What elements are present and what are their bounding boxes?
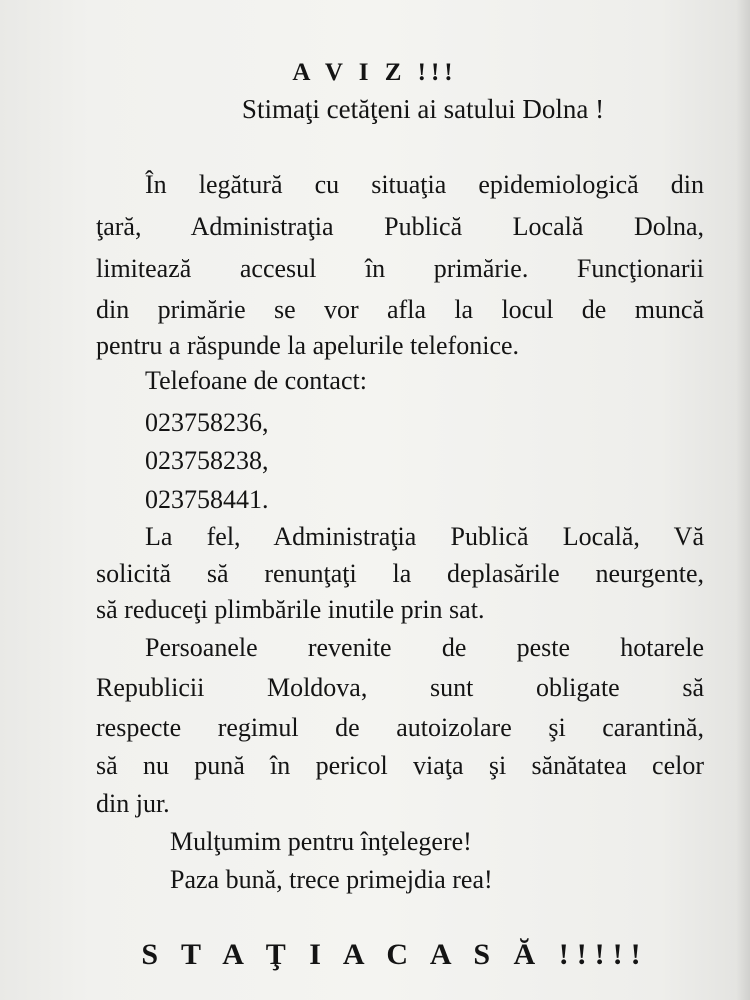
paragraph1-line: ţară, Administraţia Publică Locală Dolna, bbox=[96, 212, 704, 241]
closing-line: Mulţumim pentru înţelegere! bbox=[170, 827, 472, 856]
paragraph1-line: din primărie se vor afla la locul de muncă bbox=[96, 295, 704, 324]
paragraph3-line: Republicii Moldova, sunt obligate să bbox=[96, 673, 704, 702]
paragraph1-line: În legătură cu situaţia epidemiologică din bbox=[145, 170, 704, 199]
paragraph1-line: pentru a răspunde la apelurile telefonice. bbox=[96, 331, 520, 360]
paragraph2-line: La fel, Administraţia Publică Locală, Vă bbox=[145, 522, 704, 551]
closing-line: Paza bună, trece primejdia rea! bbox=[170, 865, 493, 894]
paragraph1-line: limitează accesul în primărie. Funcţionarii bbox=[96, 254, 704, 283]
paper-edge-shadow bbox=[736, 0, 750, 1000]
paragraph3-line: respecte regimul de autoizolare şi carantină, bbox=[96, 713, 704, 742]
paragraph3-line: să nu pună în pericol viaţa şi sănătatea celor bbox=[96, 751, 704, 780]
paragraph3-line: Persoanele revenite de peste hotarele bbox=[145, 633, 704, 662]
contacts-label: Telefoane de contact: bbox=[145, 366, 367, 395]
phone-number: 023758441. bbox=[145, 485, 269, 514]
paragraph2-line: să reduceţi plimbările inutile prin sat. bbox=[96, 595, 485, 624]
phone-number: 023758238, bbox=[145, 446, 269, 475]
paragraph2-line: solicită să renunţaţi la deplasările neurgente, bbox=[96, 559, 704, 588]
notice-title: A V I Z !!! bbox=[292, 59, 458, 86]
paragraph3-line: din jur. bbox=[96, 789, 170, 818]
phone-number: 023758236, bbox=[145, 408, 269, 437]
stay-home-footer: S T A Ţ I A C A S Ă !!!!! bbox=[141, 938, 649, 971]
notice-subtitle: Stimaţi cetăţeni ai satului Dolna ! bbox=[241, 94, 605, 124]
